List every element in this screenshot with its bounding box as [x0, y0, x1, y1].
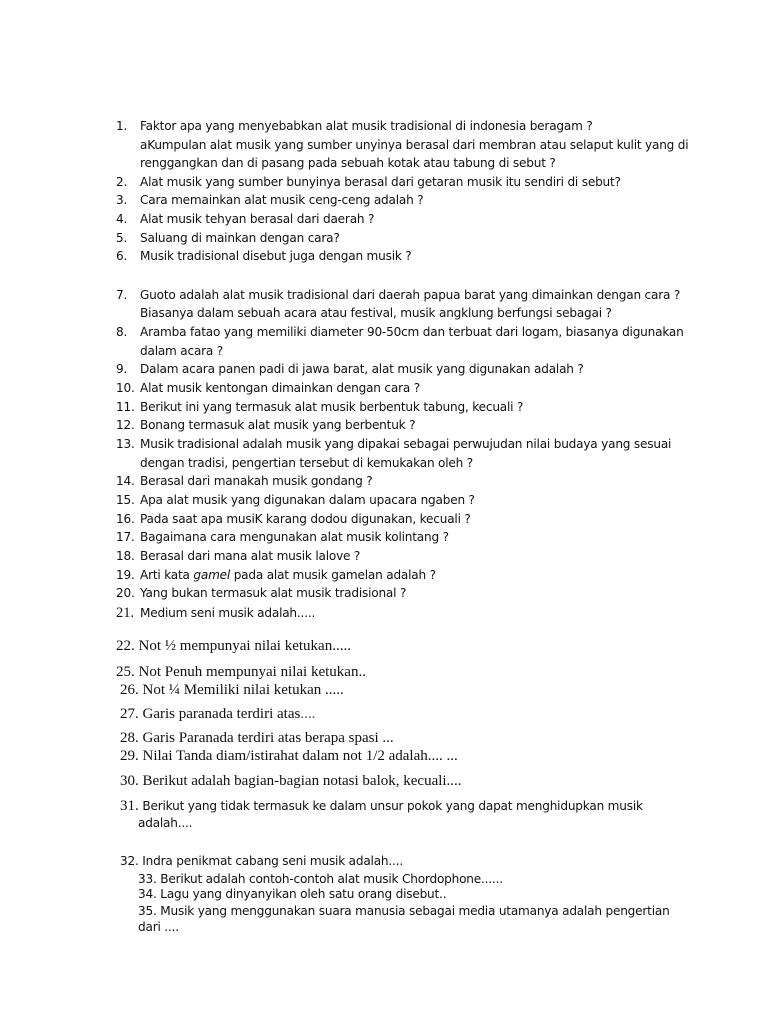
- question-26: 26. Not ¼ Memiliki nilai ketukan .....: [120, 682, 344, 698]
- question-18: 18. Berasal dari mana alat musik lalove ?: [116, 549, 361, 563]
- question-21: 21. Medium seni musik adalah.....: [116, 605, 316, 621]
- question-7: 7. Guoto adalah alat musik tradisional dari daerah papua barat yang dimainkan dengan cara ?: [116, 288, 681, 302]
- question-1: 1. Faktor apa yang menyebabkan alat musik tradisional di indonesia beragam ?: [116, 119, 593, 133]
- question-continuation: aKumpulan alat musik yang sumber unyinya berasal dari membran atau selaput kulit yang di: [140, 138, 689, 152]
- question-25: 25. Not Penuh mempunyai nilai ketukan..: [116, 664, 366, 680]
- question-32: 32. Indra penikmat cabang seni musik adalah....: [120, 854, 403, 868]
- question-30: 30. Berikut adalah bagian-bagian notasi balok, kecuali....: [120, 773, 462, 789]
- question-12: 12. Bonang termasuk alat musik yang berbentuk ?: [116, 418, 416, 432]
- question-5: 5. Saluang di mainkan dengan cara?: [116, 231, 340, 245]
- question-22: 22. Not ½ mempunyai nilai ketukan.....: [116, 638, 351, 654]
- question-6: 6. Musik tradisional disebut juga dengan musik ?: [116, 249, 412, 263]
- question-4: 4. Alat musik tehyan berasal dari daerah ?: [116, 212, 375, 226]
- question-text: Faktor apa yang menyebabkan alat musik tradisional di indonesia beragam ?: [140, 119, 593, 133]
- question-11: 11. Berikut ini yang termasuk alat musik berbentuk tabung, kecuali ?: [116, 400, 524, 414]
- question-continuation: dengan tradisi, pengertian tersebut di kemukakan oleh ?: [140, 456, 473, 470]
- question-17: 17. Bagaimana cara mengunakan alat musik kolintang ?: [116, 530, 449, 544]
- question-10: 10. Alat musik kentongan dimainkan dengan cara ?: [116, 381, 420, 395]
- question-16: 16. Pada saat apa musiK karang dodou digunakan, kecuali ?: [116, 512, 471, 526]
- question-8: 8. Aramba fatao yang memiliki diameter 90-50cm dan terbuat dari logam, biasanya digunakan: [116, 325, 684, 339]
- question-3: 3. Cara memainkan alat musik ceng-ceng adalah ?: [116, 193, 424, 207]
- question-29: 29. Nilai Tanda diam/istirahat dalam not 1/2 adalah.... ...: [120, 748, 458, 764]
- question-continuation: dari ....: [138, 920, 179, 934]
- question-continuation: adalah....: [138, 816, 193, 830]
- question-28: 28. Garis Paranada terdiri atas berapa spasi ...: [120, 730, 394, 746]
- question-19: 19. Arti kata gamel pada alat musik gamelan adalah ?: [116, 568, 436, 582]
- question-9: 9. Dalam acara panen padi di jawa barat, alat musik yang digunakan adalah ?: [116, 362, 584, 376]
- question-continuation: dalam acara ?: [140, 344, 224, 358]
- question-2: 2. Alat musik yang sumber bunyinya berasal dari getaran musik itu sendiri di sebut?: [116, 175, 621, 189]
- question-34: 34. Lagu yang dinyanyikan oleh satu orang disebut..: [138, 887, 447, 901]
- question-14: 14. Berasal dari manakah musik gondang ?: [116, 474, 373, 488]
- question-20: 20. Yang bukan termasuk alat musik tradisional ?: [116, 586, 407, 600]
- question-33: 33. Berikut adalah contoh-contoh alat musik Chordophone......: [138, 872, 503, 886]
- question-15: 15. Apa alat musik yang digunakan dalam upacara ngaben ?: [116, 493, 475, 507]
- question-13: 13. Musik tradisional adalah musik yang dipakai sebagai perwujudan nilai budaya yang sesuai: [116, 437, 672, 451]
- question-continuation: Biasanya dalam sebuah acara atau festival, musik angklung berfungsi sebagai ?: [140, 306, 612, 320]
- question-31: 31. Berikut yang tidak termasuk ke dalam unsur pokok yang dapat menghidupkan musik: [120, 798, 643, 814]
- question-27: 27. Garis paranada terdiri atas....: [120, 706, 316, 722]
- question-35: 35. Musik yang menggunakan suara manusia sebagai media utamanya adalah pengertian: [138, 904, 670, 918]
- question-continuation: renggangkan dan di pasang pada sebuah kotak atau tabung di sebut ?: [140, 156, 556, 170]
